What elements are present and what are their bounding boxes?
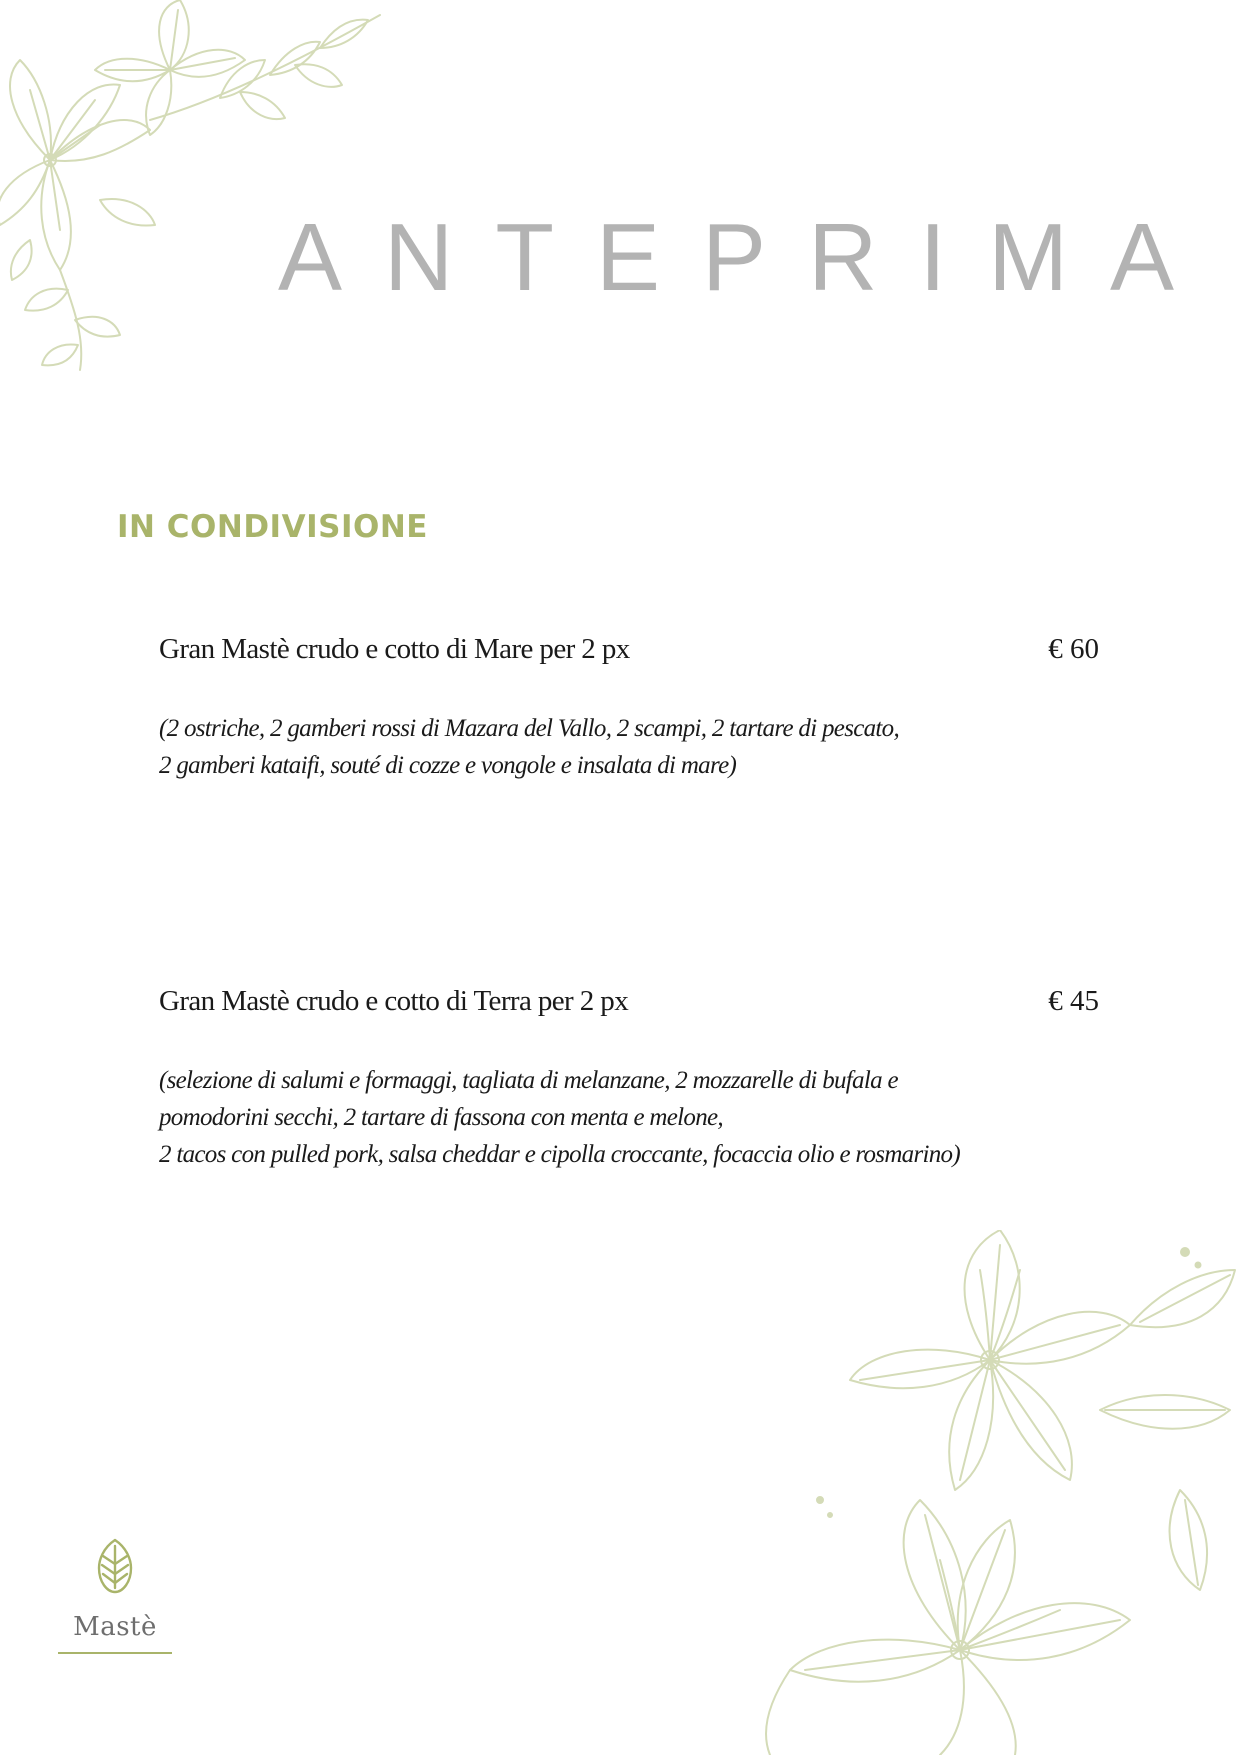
- menu-item-description: [159, 710, 1099, 784]
- menu-item-price: € 60: [1048, 633, 1099, 665]
- floral-corner-top-left-icon: [0, 0, 400, 380]
- brand-underline: [58, 1652, 172, 1654]
- floral-corner-bottom-right-icon: [760, 1230, 1241, 1755]
- menu-item-price: € 45: [1048, 985, 1099, 1017]
- section-heading: IN CONDIVISIONE: [117, 509, 428, 545]
- menu-item-description: [159, 1062, 1099, 1173]
- description-line: (selezione di salumi e formaggi, tagliata di melanzane, 2 mozzarelle di bufala e: [159, 1067, 898, 1094]
- brand-name: Mastè: [73, 1612, 157, 1642]
- menu-item-name: Gran Mastè crudo e cotto di Mare per 2 px: [159, 633, 630, 665]
- description-line: 2 gamberi kataifi, souté di cozze e vongole e insalata di mare): [159, 752, 737, 779]
- menu-item-name: Gran Mastè crudo e cotto di Terra per 2 px: [159, 985, 629, 1017]
- wheat-leaf-emblem-icon: [97, 1538, 133, 1594]
- description-line: 2 tacos con pulled pork, salsa cheddar e cipolla croccante, focaccia olio e rosmarino): [159, 1141, 960, 1168]
- description-line: (2 ostriche, 2 gamberi rossi di Mazara del Vallo, 2 scampi, 2 tartare di pescato,: [159, 715, 900, 742]
- description-line: pomodorini secchi, 2 tartare di fassona con menta e melone,: [159, 1104, 723, 1131]
- page-title: ANTEPRIMA: [278, 204, 1217, 311]
- brand-logo: [58, 1538, 172, 1658]
